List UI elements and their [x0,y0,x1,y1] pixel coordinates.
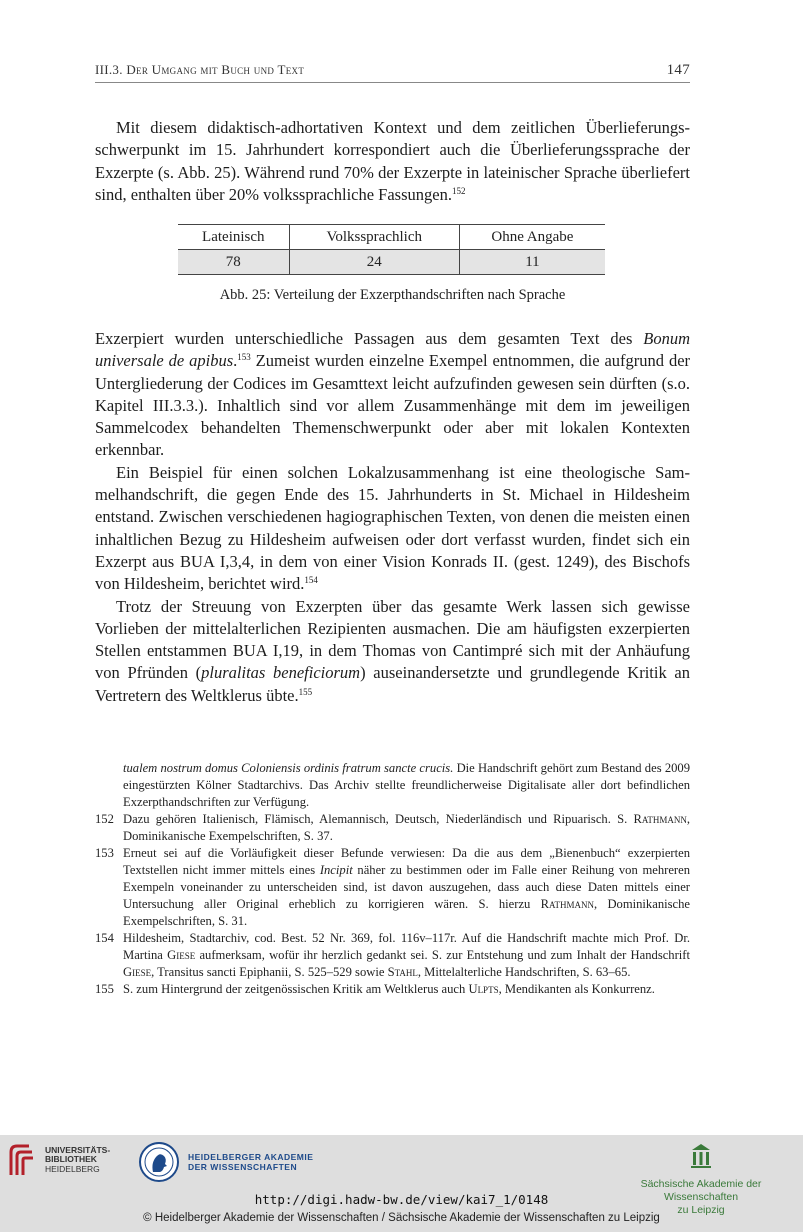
language-distribution-table [178,224,605,275]
footnote-ref-154[interactable]: 154 [304,575,318,586]
work-title: Bonum universale de apibus [95,329,690,371]
footnote-ref-155[interactable]: 155 [298,686,313,697]
paragraph-3: Ein Beispiel für einen solchen Lokalzusammenhang ist eine theologische Sammelhandschrift, die gegen Ende des 15. Jahrhunderts in St. Michael in Hildesheim entstand. Zwischen verschiedenen hagiographischen Texten, von denen die meisten einen inhaltlichen Bezug zu Hildesheim aufweisen oder dort verfasst wurden, findet sich ein Exzerpt aus BUA I,3,4, in dem von einer Vision Konrads II. (gest. 1249), des Bischofs von Hildesheim, berichtet wird.$^{154}$ [95,462,690,594]
table-row [178,250,605,275]
academy-seal-icon [138,1141,180,1183]
footnote-ref-152[interactable]: 152 [451,185,466,196]
paragraph-1-text: Mit diesem didaktisch-adhortativen Kontext und dem zeitlichen Überlieferungsschwerpunkt im 15. Jahrhundert korrespondiert auch die Überlieferungssprache der Exzerpte (s. Abb. 25). Während rund 70% der Exzerpte in lateinischer Sprache überliefert sind, enthalten über 20% volkssprachliche Fassungen. [95,118,690,204]
main-text [95,328,690,707]
viewer-footer [0,1135,803,1232]
footnote-number: 152 [95,812,114,826]
footnote-153: 153 Erneut sei auf die Vorläufigkeit dieser Befunde verwiesen: Da die aus dem „Bienenbuch“ exzerpierten Textstellen nicht immer mittels eines Incipit näher zu bestimmen oder im Falle einer Reihung von mehreren Exempeln voneinander zu unterscheiden sind, ist davon auszugehen, dass auch diese Daten mittels einer Untersuchung aller Original erheblich zu korrigieren wären. S. hierzu Rathmann, Dominikanische Exempelschriften, S. 31. [95,846,690,928]
running-head [95,62,690,83]
table-cell: 11 [459,250,605,275]
footnote-154: 154 Hildesheim, Stadtarchiv, cod. Best. 52 Nr. 369, fol. 116v–117r. Auf die Handschrift machte mich Prof. Dr. Martina Giese aufmerksam, wofür ihr herzlich gedankt sei. S. zur Entstehung und zum Inhalt der Handschrift Giese, Transitus sancti Epiphanii, S. 525–529 sowie Stahl, Mittelalterliche Handschriften, S. 63–65. [95,931,690,979]
chapter-title: III.3. Der Umgang mit Buch und Text [95,62,305,77]
table-cell: 24 [289,250,459,275]
footnote-continuation: tualem nostrum domus Coloniensis ordinis fratrum sancte crucis. Die Handschrift gehört zum Bestand des 2009 eingestürzten Kölner Stadtarchivs. Das Archiv stellte freundlicherweise Digitalisate aller dort befindlichen Exzerpthandschriften zur Verfügung. [123,761,691,809]
table-header: Volkssprachlich [289,225,459,250]
hadw-logo[interactable]: HEIDELBERGER AKADEMIE DER WISSENSCHAFTEN [138,1141,313,1183]
footnote-number: 153 [95,846,114,860]
table-cell: 78 [225,253,241,270]
document-url[interactable]: http://digi.hadw-bw.de/view/kai7_1/0148 [254,1192,549,1207]
footnote-155: 155 S. zum Hintergrund der zeitgenössischen Kritik am Weltklerus auch Ulpts, Mendikanten als Konkurrenz. [95,982,655,996]
page-number: 147 [666,62,690,78]
ub-heidelberg-logo[interactable]: UNIVERSITÄTS- BIBLIOTHEK HEIDELBERG [8,1142,110,1178]
copyright-notice: © Heidelberger Akademie der Wissenschaften / Sächsische Akademie der Wissenschaften zu Leipzig [143,1212,660,1224]
footnote-number: 155 [95,982,114,996]
figure-caption: Abb. 25: Verteilung der Exzerpthandschriften nach Sprache [219,287,566,303]
paragraph-2: Exzerpiert wurden unterschiedliche Passagen aus dem gesamten Text des Bonum universale de apibus.$^{153}$ Zumeist wurden einzelne Exempel entnommen, die aufgrund der Untergliederung der Codices im Gesamttext leicht aufzufinden gewesen sein dürften (s.o. Kapitel III.3.3.). Inhaltlich sind vor allem Zusammenhänge mit dem im jeweiligen Sammelcodex behandelten Themenschwerpunkt oder aber mit lokalen Kontexten erkennbar. [95,329,691,460]
footnote-152: 152 Dazu gehören Italienisch, Flämisch, Alemannisch, Deutsch, Niederländisch und Ripuarisch. S. Rathmann, Dominikanische Exempelschriften, S. 37. [95,812,690,843]
paragraph-4: Trotz der Streuung von Exzerpten über das gesamte Werk lassen sich gewisse Vorlieben der mittelalterlichen Rezipienten ausmachen. Die am häufigsten exzerpierten Stellen entstammen BUA I,19, in dem Thomas von Cantimpré sich mit der Anhäufung von Pfründen (pluralitas beneficiorum) auseinandersetzte und grundlegende Kritik an Vertretern des Weltklerus übte.$^{155}$ [95,596,690,705]
saw-building-icon [690,1143,712,1169]
table-header: Ohne Angabe [459,225,605,250]
footnote-ref-153[interactable]: 153 [237,352,251,363]
footnotes [95,760,690,998]
ub-logo-icon [8,1142,36,1178]
table-header: Lateinisch [202,228,265,245]
saw-leipzig-logo[interactable]: Sächsische Akademie der Wissenschaften zu Leipzig [611,1143,791,1217]
footnote-number: 154 [95,931,114,945]
paragraph-1 [95,117,690,206]
